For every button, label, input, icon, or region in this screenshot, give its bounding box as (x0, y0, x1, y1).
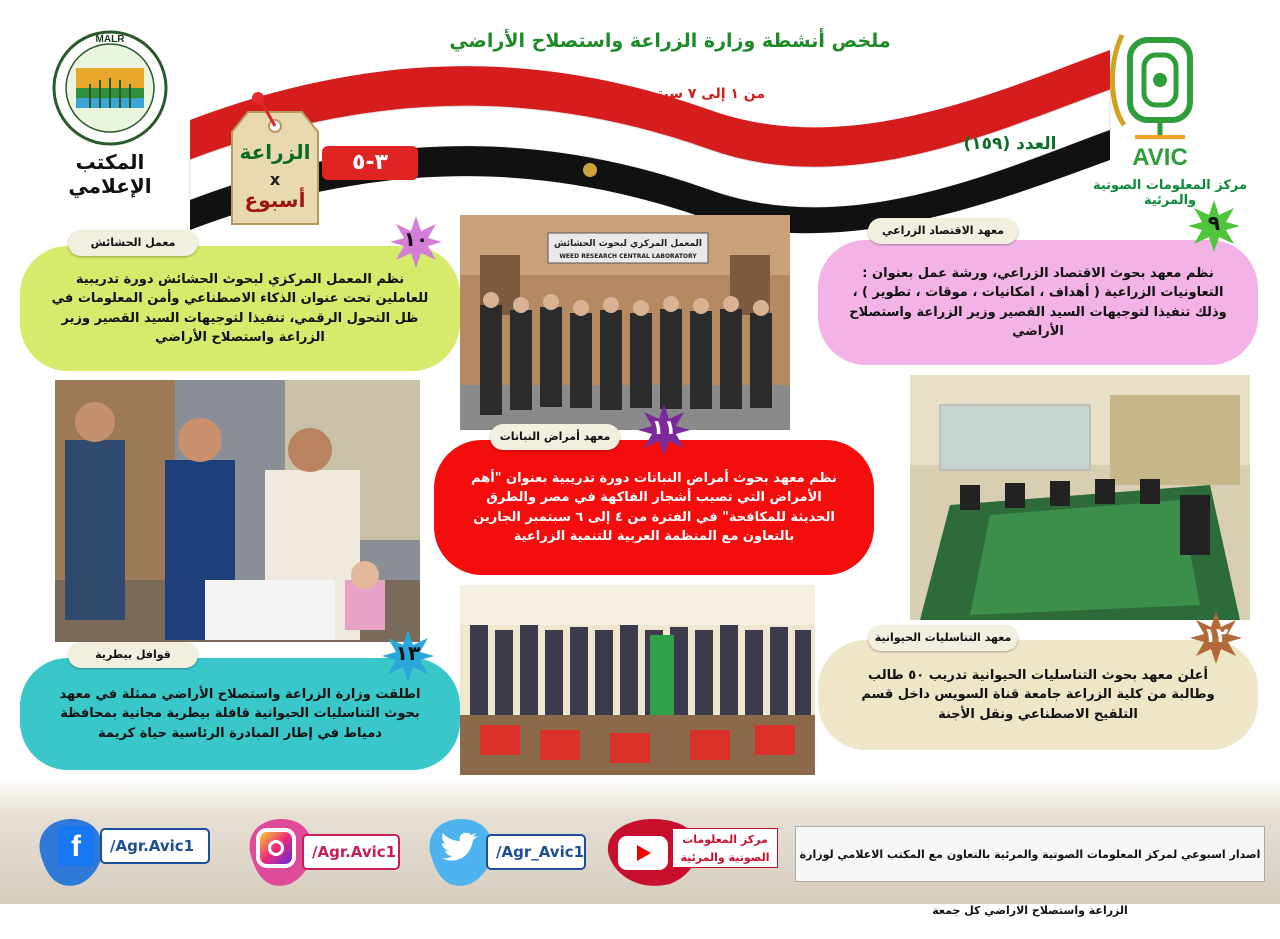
label-13: قوافل بيطرية (68, 642, 198, 668)
date-range: من ١ إلى ٧ سبتمبر ٢٠٢٣ (594, 86, 766, 102)
students-group-photo (460, 585, 815, 775)
facebook-handle[interactable]: /Agr.Avic1 (100, 828, 210, 864)
veterinary-convoy-photo (55, 380, 420, 642)
facebook-icon[interactable]: f (58, 826, 94, 866)
media-office-label: المكتب الإعلامي (68, 150, 152, 198)
news-card-9 (818, 240, 1258, 365)
news-text-11: نظم معهد بحوث أمراض النباتات دورة تدريبية بعنوان "أهم الأمراض التي تصيب أشجار الفاكهة في مصر والطرق الحديثة للمكافحة" في الفترة من ٤ إلى ٦ سبتمبر الجارين بالتعاون مع المنظمة العربية للتنمية الزراعية (471, 470, 837, 544)
instagram-handle[interactable]: /Agr.Avic1 (302, 834, 400, 870)
news-text-9: نظم معهد بحوث الاقتصاد الزراعي، ورشة عمل بعنوان : التعاونيات الزراعية ( أهداف ، امكانيات ، موقات ، تطوير ) ، وذلك تنفيذا لتوجيهات السيد القصير وزير الزراعة واستصلاح الأراضي (849, 265, 1227, 339)
card-number-9: ٩ (1207, 211, 1221, 235)
news-text-12: أعلن معهد بحوث التناسليات الحيوانية تدريب ٥٠ طالب وطالبة من كلية الزراعة جامعة قناة السويس داخل قسم التلقيح الاصطناعي ونقل الأجنة (861, 667, 1215, 722)
tag-x: x (269, 170, 281, 189)
card-number-11: ١١ (651, 415, 677, 439)
youtube-channel-name[interactable]: مركز المعلومات الصوتية والمرئية (672, 828, 778, 868)
card-number-10: ١٠ (403, 227, 429, 251)
malr-text: MALR (95, 34, 125, 45)
section-badge: ٣-٥ (322, 146, 418, 180)
youtube-icon[interactable] (618, 836, 668, 870)
page-title: ملخص أنشطة وزارة الزراعة واستصلاح الأراضي (449, 30, 891, 52)
label-12: معهد التناسليات الحيوانية (868, 625, 1018, 651)
card-number-12: ١٢ (1203, 623, 1229, 647)
news-card-11 (434, 440, 874, 575)
label-11: معهد أمراض النباتات (490, 424, 620, 450)
sign-arabic: المعمل المركزي لبحوث الحشائش (553, 239, 703, 249)
card-number-13: ١٣ (395, 641, 421, 665)
malr-seal-icon (50, 28, 170, 148)
news-text-13: اطلقت وزارة الزراعة واستصلاح الأراضي ممثلة في معهد بحوث التناسليات الحيوانية قافلة بيطرية مجانية بمحافظة دمياط في إطار المبادرة الرئاسية حياة كريمة (59, 686, 421, 741)
avic-center-name: مركز المعلومات الصوتية والمرئية (1092, 178, 1248, 208)
sign-english: WEED RESEARCH CENTRAL LABORATORY (559, 253, 697, 260)
label-9: معهد الاقتصاد الزراعي (868, 218, 1018, 244)
instagram-icon[interactable] (256, 828, 296, 868)
label-10: معمل الحشائش (68, 230, 198, 256)
twitter-icon[interactable] (440, 832, 480, 864)
weed-lab-group-photo (460, 215, 790, 430)
tag-word-agriculture: الزراعة (239, 140, 311, 164)
avic-text: AVIC (1132, 144, 1188, 171)
avic-logo-icon (1100, 25, 1220, 175)
news-text-10: نظم المعمل المركزي لبحوث الحشائش دورة تدريبية للعاملين تحت عنوان الذكاء الاصطناعي وأمن المعلومات في ظل التحول الرقمي، تنفيذا لتوجيهات السيد القصير وزير الزراعة واستصلاح الأراضي (51, 271, 429, 345)
footer-note: اصدار اسبوعي لمركز المعلومات الصوتية والمرئية بالتعاون مع المكتب الاعلامي لوزارة الزراعة واستصلاح الاراضي كل جمعة (795, 826, 1265, 882)
meeting-room-photo (910, 375, 1250, 620)
tag-word-week: أسبوع (244, 188, 306, 212)
issue-number: العدد (١٥٩) (963, 134, 1057, 154)
twitter-handle[interactable]: /Agr_Avic1 (486, 834, 586, 870)
